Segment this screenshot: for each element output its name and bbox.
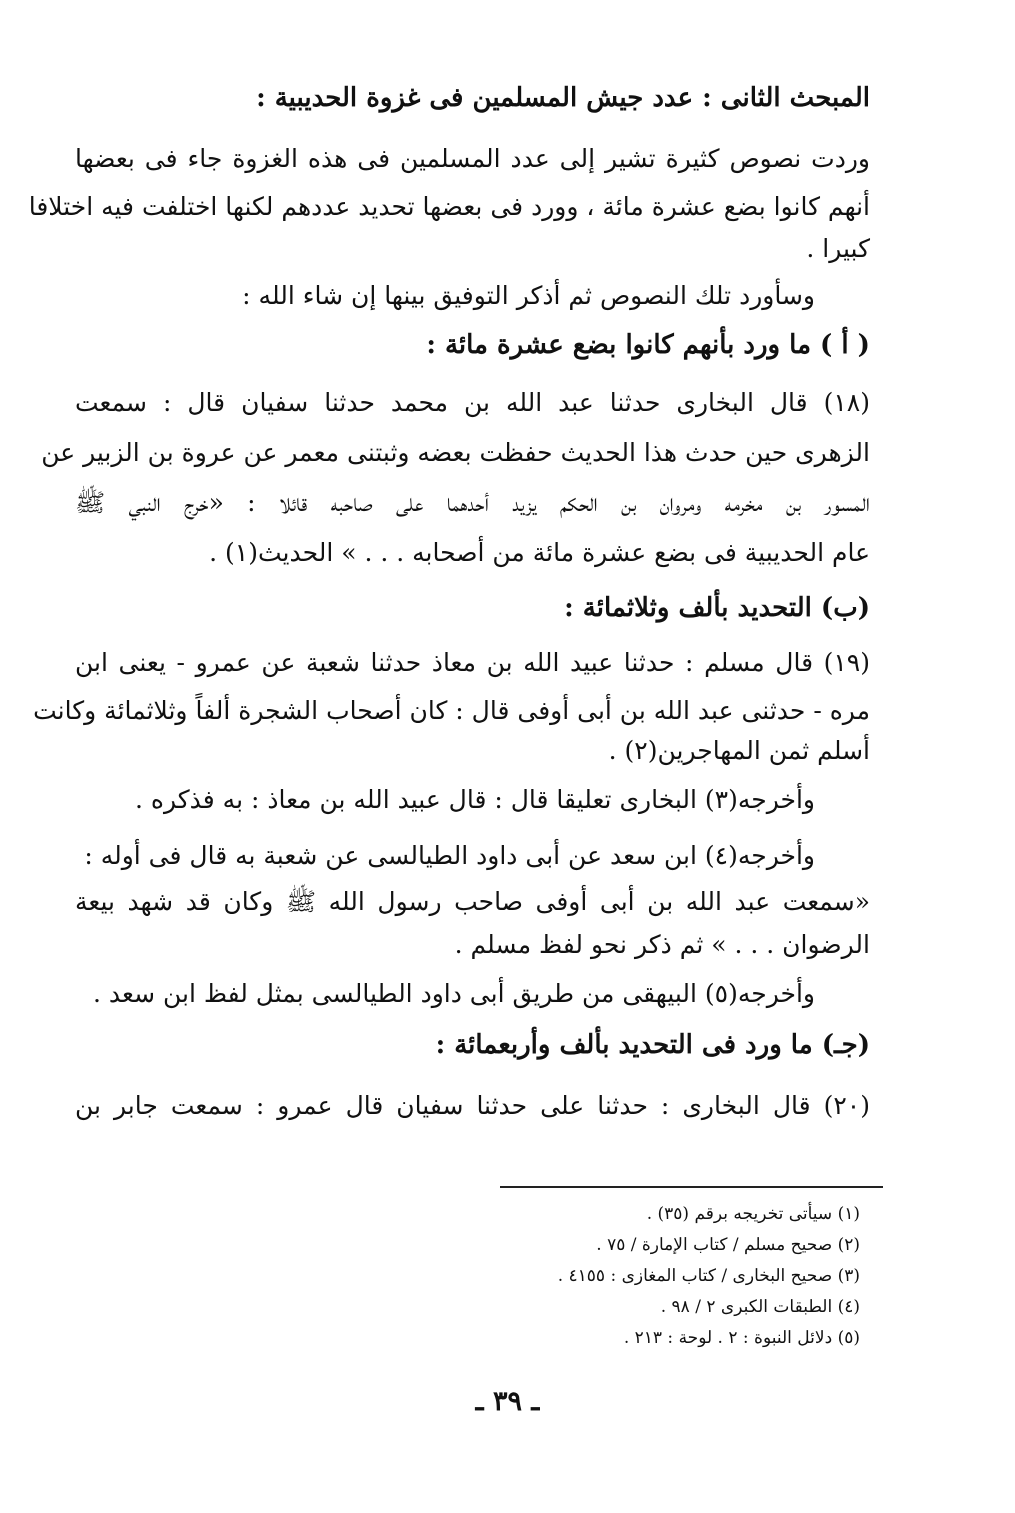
akhraja-3-paragraph: وأخرجه(٣) البخارى تعليقا قال : قال عبيد الله بن معاذ : به فذكره . <box>134 785 815 814</box>
footnote-4: (٤) الطبقات الكبرى ٢ / ٩٨ . <box>660 1297 860 1317</box>
footnote-1: (١) سيأتى تخريجه برقم (٣٥) . <box>646 1204 860 1224</box>
footnote-5: (٥) دلائل النبوة : ٢ . لوحة : ٢١٣ . <box>623 1328 860 1348</box>
footnote-3: (٣) صحيح البخارى / كتاب المغازى : ٤١٥٥ . <box>557 1266 860 1286</box>
footnote-2: (٢) صحيح مسلم / كتاب الإمارة / ٧٥ . <box>596 1235 860 1255</box>
akhraja-4-line-3: الرضوان . . . » ثم ذكر نحو لفظ مسلم . <box>454 930 870 959</box>
intro-line-2: أنهم كانوا بضع عشرة مائة ، وورد فى بعضها تحديد عددهم لكنها اختلفت فيه اختلافا <box>28 192 870 221</box>
akhraja-4-line-1: وأخرجه(٤) ابن سعد عن أبى داود الطيالسى عن شعبة به قال فى أوله : <box>84 841 815 870</box>
intro-line-1: وردت نصوص كثيرة تشير إلى عدد المسلمين فى هذه الغزوة جاء فى بعضها <box>75 144 870 173</box>
item-19-line-1: (١٩) قال مسلم : حدثنا عبيد الله بن معاذ حدثنا شعبة عن عمرو - يعنى ابن <box>75 648 870 677</box>
item-19-line-2: مره - حدثنى عبد الله بن أبى أوفى قال : كان أصحاب الشجرة ألفاً وثلاثمائة وكانت <box>33 696 870 725</box>
section-a-heading: ( أ ) ما ورد بأنهم كانوا بضع عشرة مائة : <box>426 330 870 360</box>
plan-paragraph: وسأورد تلك النصوص ثم أذكر التوفيق بينها إن شاء الله : <box>242 281 815 310</box>
item-18-line-3: المسور بن مخرمه ومروان بن الحكم يزيد أحدهما على صاحبه قائلا : «خرج النبي ﷺ <box>75 488 870 517</box>
page-number: ـ ٣٩ ـ <box>475 1386 540 1417</box>
akhraja-4-line-2: «سمعت عبد الله بن أبى أوفى صاحب رسول الله ﷺ وكان قد شهد بيعة <box>75 887 870 916</box>
item-20-line-1: (٢٠) قال البخارى : حدثنا على حدثنا سفيان قال عمرو : سمعت جابر بن <box>75 1091 870 1120</box>
section-b-heading: (ب) التحديد بألف وثلاثمائة : <box>564 593 870 623</box>
chapter-heading: المبحث الثانى : عدد جيش المسلمين فى غزوة الحديبية : <box>256 83 870 113</box>
section-c-heading: (جـ) ما ورد فى التحديد بألف وأربعمائة : <box>435 1030 870 1060</box>
intro-line-3: كبيرا . <box>806 234 870 263</box>
item-18-line-2: الزهرى حين حدث هذا الحديث حفظت بعضه وثبتنى معمر عن عروة بن الزبير عن <box>41 438 870 467</box>
footnote-divider <box>500 1186 883 1188</box>
item-19-line-3: أسلم ثمن المهاجرين(٢) . <box>608 736 870 765</box>
item-18-line-1: (١٨) قال البخارى حدثنا عبد الله بن محمد حدثنا سفيان قال : سمعت <box>75 388 870 417</box>
akhraja-5-paragraph: وأخرجه(٥) البيهقى من طريق أبى داود الطيالسى بمثل لفظ ابن سعد . <box>93 979 815 1008</box>
item-18-line-4: عام الحديبية فى بضع عشرة مائة من أصحابه . . . » الحديث(١) . <box>209 538 870 567</box>
